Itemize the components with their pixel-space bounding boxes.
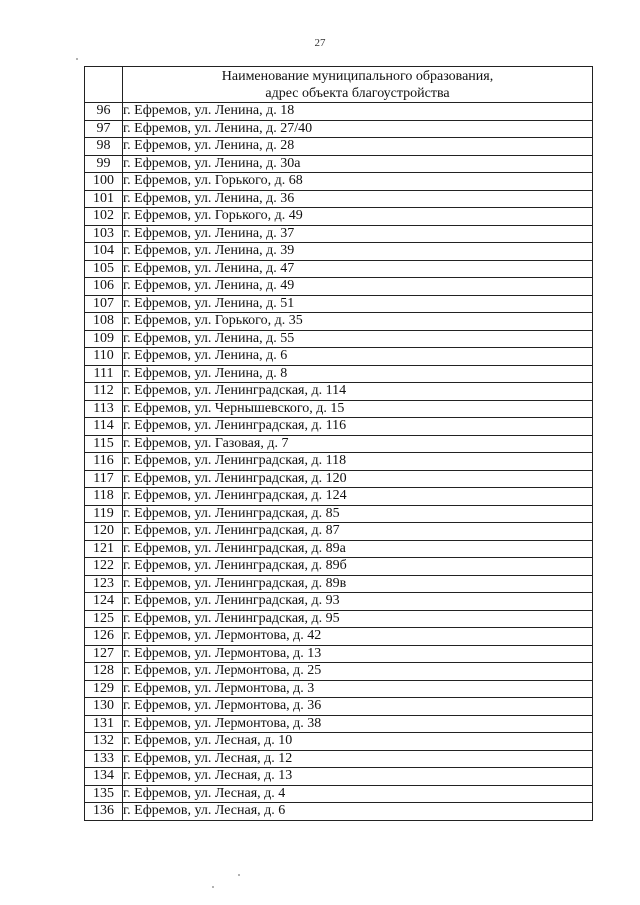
row-address-cell: г. Ефремов, ул. Ленина, д. 47 — [123, 260, 593, 278]
row-number-cell: 106 — [85, 278, 123, 296]
table-row — [85, 523, 593, 541]
table-row — [85, 470, 593, 488]
row-number-cell: 105 — [85, 260, 123, 278]
table-row — [85, 680, 593, 698]
row-number-cell: 108 — [85, 313, 123, 331]
row-address-cell: г. Ефремов, ул. Ленинградская, д. 120 — [123, 470, 593, 488]
row-address-cell: г. Ефремов, ул. Лесная, д. 12 — [123, 750, 593, 768]
table-row — [85, 715, 593, 733]
row-number-cell: 103 — [85, 225, 123, 243]
table-row — [85, 120, 593, 138]
row-address-cell: г. Ефремов, ул. Ленинградская, д. 85 — [123, 505, 593, 523]
row-number-cell: 120 — [85, 523, 123, 541]
row-number-cell: 129 — [85, 680, 123, 698]
row-number-cell: 101 — [85, 190, 123, 208]
row-address-cell: г. Ефремов, ул. Ленина, д. 8 — [123, 365, 593, 383]
row-address-cell: г. Ефремов, ул. Лермонтова, д. 3 — [123, 680, 593, 698]
row-number-cell: 136 — [85, 803, 123, 821]
row-number-cell: 98 — [85, 138, 123, 156]
table-row — [85, 453, 593, 471]
table-row — [85, 173, 593, 191]
row-address-cell: г. Ефремов, ул. Чернышевского, д. 15 — [123, 400, 593, 418]
row-number-cell: 96 — [85, 103, 123, 121]
row-address-cell: г. Ефремов, ул. Газовая, д. 7 — [123, 435, 593, 453]
row-number-cell: 113 — [85, 400, 123, 418]
row-address-cell: г. Ефремов, ул. Ленина, д. 28 — [123, 138, 593, 156]
table-row — [85, 313, 593, 331]
table-row — [85, 295, 593, 313]
row-address-cell: г. Ефремов, ул. Ленинградская, д. 114 — [123, 383, 593, 401]
table-row — [85, 103, 593, 121]
row-number-cell: 133 — [85, 750, 123, 768]
table-row — [85, 243, 593, 261]
row-number-cell: 130 — [85, 698, 123, 716]
row-number-cell: 109 — [85, 330, 123, 348]
table-row — [85, 400, 593, 418]
table-row — [85, 610, 593, 628]
table-row — [85, 733, 593, 751]
row-number-cell: 124 — [85, 593, 123, 611]
row-number-cell: 134 — [85, 768, 123, 786]
header-number-cell — [85, 67, 123, 103]
row-address-cell: г. Ефремов, ул. Горького, д. 35 — [123, 313, 593, 331]
table-row — [85, 488, 593, 506]
row-address-cell: г. Ефремов, ул. Лермонтова, д. 42 — [123, 628, 593, 646]
table-row — [85, 330, 593, 348]
table-row — [85, 768, 593, 786]
row-number-cell: 115 — [85, 435, 123, 453]
row-address-cell: г. Ефремов, ул. Ленина, д. 36 — [123, 190, 593, 208]
row-address-cell: г. Ефремов, ул. Ленина, д. 6 — [123, 348, 593, 366]
row-address-cell: г. Ефремов, ул. Ленина, д. 55 — [123, 330, 593, 348]
table-row — [85, 663, 593, 681]
row-number-cell: 131 — [85, 715, 123, 733]
row-number-cell: 117 — [85, 470, 123, 488]
row-number-cell: 135 — [85, 785, 123, 803]
row-address-cell: г. Ефремов, ул. Лермонтова, д. 36 — [123, 698, 593, 716]
row-address-cell: г. Ефремов, ул. Ленинградская, д. 124 — [123, 488, 593, 506]
row-address-cell: г. Ефремов, ул. Ленина, д. 37 — [123, 225, 593, 243]
table-row — [85, 260, 593, 278]
row-number-cell: 107 — [85, 295, 123, 313]
row-number-cell: 104 — [85, 243, 123, 261]
scan-speck — [238, 874, 240, 876]
table-row — [85, 155, 593, 173]
row-address-cell: г. Ефремов, ул. Ленина, д. 27/40 — [123, 120, 593, 138]
scan-speck — [212, 886, 214, 888]
row-address-cell: г. Ефремов, ул. Ленинградская, д. 118 — [123, 453, 593, 471]
table-row — [85, 365, 593, 383]
row-number-cell: 102 — [85, 208, 123, 226]
table-row — [85, 593, 593, 611]
row-number-cell: 128 — [85, 663, 123, 681]
row-address-cell: г. Ефремов, ул. Горького, д. 68 — [123, 173, 593, 191]
table-row — [85, 348, 593, 366]
address-table — [84, 66, 593, 821]
row-address-cell: г. Ефремов, ул. Лесная, д. 10 — [123, 733, 593, 751]
row-number-cell: 99 — [85, 155, 123, 173]
scan-speck — [76, 58, 78, 60]
row-address-cell: г. Ефремов, ул. Ленинградская, д. 89в — [123, 575, 593, 593]
row-number-cell: 100 — [85, 173, 123, 191]
table-row — [85, 190, 593, 208]
row-address-cell: г. Ефремов, ул. Ленина, д. 18 — [123, 103, 593, 121]
header-title-cell — [123, 67, 593, 103]
page-number: 27 — [314, 37, 326, 49]
row-address-cell: г. Ефремов, ул. Лермонтова, д. 13 — [123, 645, 593, 663]
table-row — [85, 785, 593, 803]
row-address-cell: г. Ефремов, ул. Ленина, д. 30а — [123, 155, 593, 173]
table-row — [85, 750, 593, 768]
table-row — [85, 558, 593, 576]
row-address-cell: г. Ефремов, ул. Лермонтова, д. 38 — [123, 715, 593, 733]
row-number-cell: 116 — [85, 453, 123, 471]
row-number-cell: 119 — [85, 505, 123, 523]
table-row — [85, 418, 593, 436]
table-row — [85, 278, 593, 296]
row-address-cell: г. Ефремов, ул. Горького, д. 49 — [123, 208, 593, 226]
header-row — [85, 67, 593, 103]
row-number-cell: 122 — [85, 558, 123, 576]
table-row — [85, 383, 593, 401]
table-row — [85, 628, 593, 646]
table-row — [85, 575, 593, 593]
row-number-cell: 125 — [85, 610, 123, 628]
header-title-line-1: Наименование муниципального образования, — [221, 69, 494, 84]
row-number-cell: 110 — [85, 348, 123, 366]
table-body — [85, 103, 593, 821]
row-address-cell: г. Ефремов, ул. Лесная, д. 6 — [123, 803, 593, 821]
row-number-cell: 112 — [85, 383, 123, 401]
row-address-cell: г. Ефремов, ул. Ленина, д. 39 — [123, 243, 593, 261]
row-address-cell: г. Ефремов, ул. Ленинградская, д. 87 — [123, 523, 593, 541]
table-row — [85, 138, 593, 156]
row-number-cell: 123 — [85, 575, 123, 593]
table-row — [85, 505, 593, 523]
row-address-cell: г. Ефремов, ул. Лермонтова, д. 25 — [123, 663, 593, 681]
row-number-cell: 127 — [85, 645, 123, 663]
row-number-cell: 126 — [85, 628, 123, 646]
row-number-cell: 132 — [85, 733, 123, 751]
table-row — [85, 225, 593, 243]
row-address-cell: г. Ефремов, ул. Лесная, д. 13 — [123, 768, 593, 786]
row-number-cell: 97 — [85, 120, 123, 138]
row-address-cell: г. Ефремов, ул. Ленинградская, д. 93 — [123, 593, 593, 611]
row-number-cell: 114 — [85, 418, 123, 436]
header-title-line-2: адрес объекта благоустройства — [265, 86, 450, 101]
row-address-cell: г. Ефремов, ул. Ленинградская, д. 89б — [123, 558, 593, 576]
table-row — [85, 645, 593, 663]
row-address-cell: г. Ефремов, ул. Ленина, д. 49 — [123, 278, 593, 296]
row-address-cell: г. Ефремов, ул. Лесная, д. 4 — [123, 785, 593, 803]
table-row — [85, 698, 593, 716]
row-address-cell: г. Ефремов, ул. Ленинградская, д. 116 — [123, 418, 593, 436]
row-address-cell: г. Ефремов, ул. Ленинградская, д. 89а — [123, 540, 593, 558]
table-row — [85, 540, 593, 558]
table-row — [85, 435, 593, 453]
table-header — [85, 67, 593, 103]
row-number-cell: 111 — [85, 365, 123, 383]
row-address-cell: г. Ефремов, ул. Ленина, д. 51 — [123, 295, 593, 313]
table-row — [85, 208, 593, 226]
row-number-cell: 121 — [85, 540, 123, 558]
row-number-cell: 118 — [85, 488, 123, 506]
table-row — [85, 803, 593, 821]
row-address-cell: г. Ефремов, ул. Ленинградская, д. 95 — [123, 610, 593, 628]
